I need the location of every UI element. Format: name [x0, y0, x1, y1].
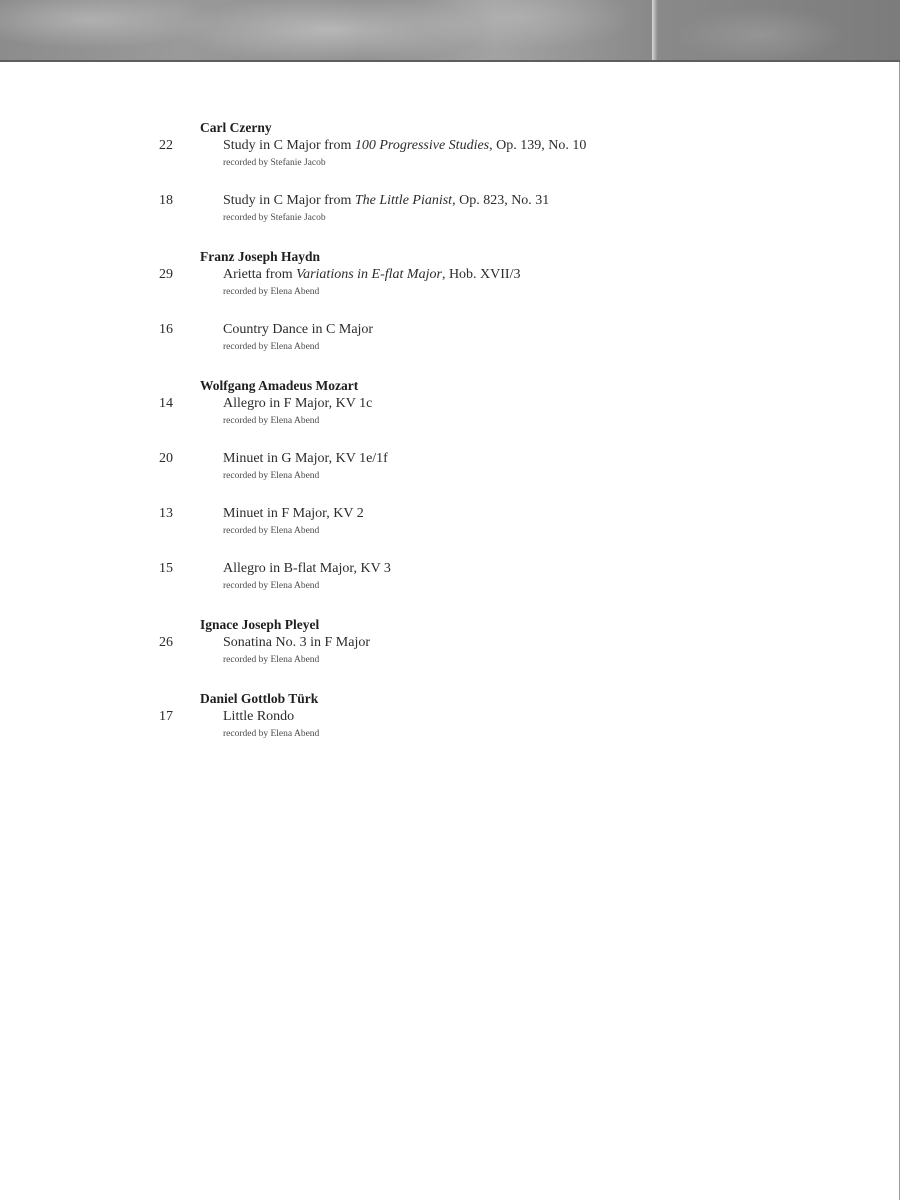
piece-title-text: Allegro in F Major, KV 1c: [223, 396, 373, 411]
composer-heading: Daniel Gottlob Türk: [200, 691, 319, 706]
list-item: [0, 560, 900, 615]
piece-title-text: Study in C Major from: [223, 193, 355, 208]
composer-heading: Franz Joseph Haydn: [200, 249, 321, 264]
piece-title: [223, 505, 364, 523]
piece-title-text: Minuet in F Major, KV 2: [223, 506, 364, 521]
track-number: 26: [159, 635, 173, 650]
list-item: [0, 192, 900, 247]
list-item: [0, 505, 900, 560]
piece-title: [223, 560, 391, 578]
track-number: 17: [159, 709, 173, 724]
piece-title: [223, 192, 549, 210]
list-item: [0, 266, 900, 321]
list-item: [0, 137, 900, 192]
recorded-by: recorded by Stefanie Jacob: [223, 213, 326, 223]
track-listing: [0, 118, 900, 763]
piece-title-text: Country Dance in C Major: [223, 322, 374, 337]
composer-heading: Ignace Joseph Pleyel: [200, 617, 320, 632]
track-number: 15: [159, 561, 173, 576]
track-number: 29: [159, 267, 173, 282]
list-item: [0, 634, 900, 689]
track-number: 20: [159, 451, 173, 466]
recorded-by: recorded by Elena Abend: [223, 416, 320, 426]
recorded-by: recorded by Elena Abend: [223, 655, 320, 665]
track-number: 22: [159, 138, 173, 153]
piece-title-text: Allegro in B-flat Major, KV 3: [223, 561, 391, 576]
recorded-by: recorded by Elena Abend: [223, 471, 320, 481]
list-item: [0, 450, 900, 505]
opus-text: , Op. 139, No. 10: [489, 138, 587, 153]
recorded-by: recorded by Elena Abend: [223, 526, 320, 536]
list-item: [0, 708, 900, 763]
piece-title: [223, 450, 388, 468]
piece-title-text: Little Rondo: [223, 709, 295, 724]
recorded-by: recorded by Elena Abend: [223, 729, 320, 739]
piece-title: [223, 708, 294, 726]
piece-title: [223, 395, 372, 413]
track-number: 13: [159, 506, 173, 521]
piece-title-text: Study in C Major from: [223, 138, 355, 153]
piece-title-text: Sonatina No. 3 in F Major: [223, 635, 370, 650]
collection-title: The Little Pianist: [354, 193, 453, 208]
track-number: 14: [159, 396, 173, 411]
track-number: 18: [159, 193, 173, 208]
recorded-by: recorded by Elena Abend: [223, 342, 320, 352]
collection-title: 100 Progressive Studies: [354, 138, 490, 153]
header-divider: [652, 0, 658, 62]
recorded-by: recorded by Elena Abend: [223, 287, 320, 297]
piece-title: [223, 266, 520, 284]
list-item: [0, 395, 900, 450]
recorded-by: recorded by Stefanie Jacob: [223, 158, 326, 168]
composer-heading: Wolfgang Amadeus Mozart: [200, 378, 359, 393]
track-number: 16: [159, 322, 173, 337]
piece-title-text: Minuet in G Major, KV 1e/1f: [223, 451, 388, 466]
piece-title: [223, 137, 586, 155]
opus-text: , Hob. XVII/3: [441, 267, 521, 282]
list-item: [0, 321, 900, 376]
collection-title: Variations in E-flat Major: [296, 267, 442, 282]
piece-title-text: Arietta from: [223, 267, 297, 282]
header-rule: [0, 60, 900, 62]
piece-title: [223, 634, 370, 652]
piece-title: [223, 321, 373, 339]
opus-text: , Op. 823, No. 31: [452, 193, 550, 208]
header-banner: [0, 0, 900, 62]
composer-heading: Carl Czerny: [200, 120, 272, 135]
recorded-by: recorded by Elena Abend: [223, 581, 320, 591]
